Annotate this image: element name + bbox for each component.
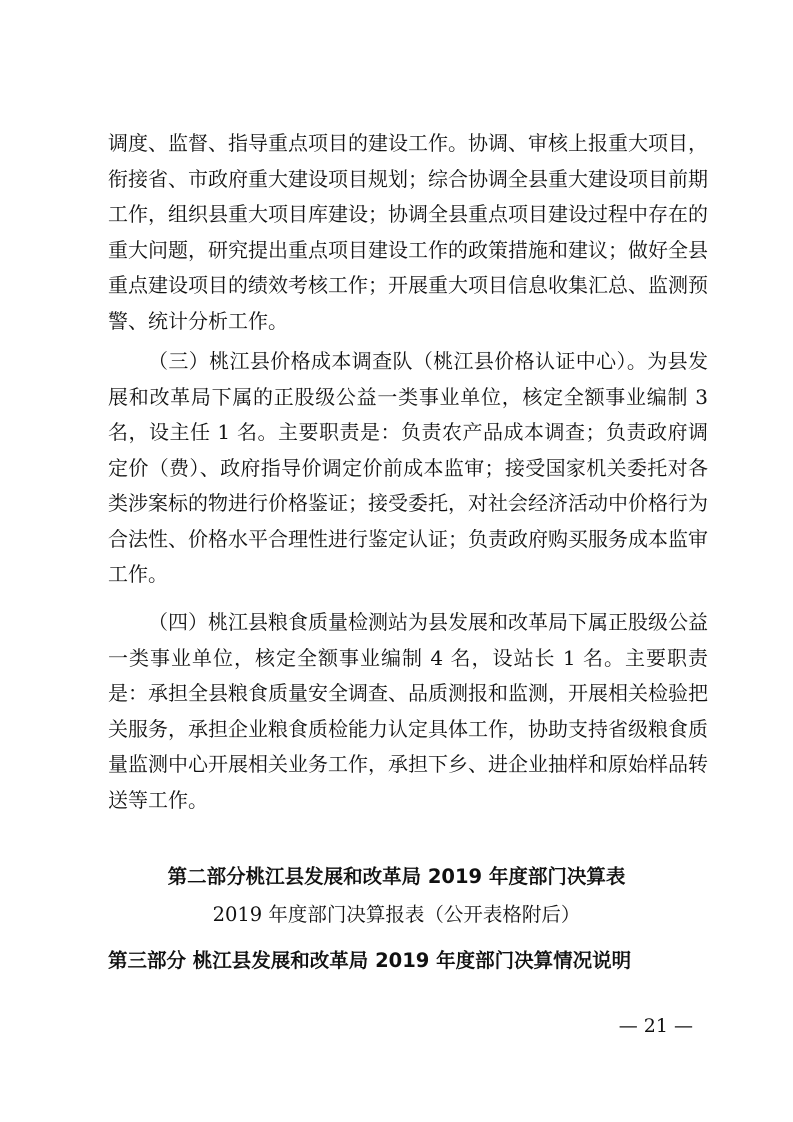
page-number: — 21 —: [618, 1015, 693, 1037]
body-text-block: [108, 126, 708, 339]
part-three-heading: 第三部分 桃江县发展和改革局 2019 年度部门决算情况说明: [108, 949, 632, 972]
body-text-block: [108, 344, 708, 593]
paragraph-price-cost-survey-team: （三）桃江县价格成本调查队（桃江县价格认证中心）。为县发展和改革局下属的正股级公益一类事业单位，核定全额事业编制 3 名，设主任 1 名。主要职责是：负责农产品成本调查；负责政府调定价（费）、政府指导价调定价前成本监审；接受国家机关委托对各类涉案标的物进行价格鉴证；接受委托，对社会经济活动中价格行为合法性、价格水平合理性进行鉴定认证；负责政府购买服务成本监审工作。: [108, 349, 708, 586]
part-two-subheading: 2019 年度部门决算报表（公开表格附后）: [212, 903, 581, 926]
continuation-paragraph: 调度、监督、指导重点项目的建设工作。协调、审核上报重大项目，衔接省、市政府重大建设项目规划；综合协调全县重大建设项目前期工作，组织县重大项目库建设；协调全县重点项目建设过程中存在的重大问题，研究提出重点项目建设工作的政策措施和建议；做好全县重点建设项目的绩效考核工作；开展重大项目信息收集汇总、监测预警、统计分析工作。: [108, 131, 708, 333]
paragraph-grain-quality-station: （四）桃江县粮食质量检测站为县发展和改革局下属正股级公益一类事业单位，核定全额事业编制 4 名，设站长 1 名。主要职责是：承担全县粮食质量安全调查、品质测报和监测，开展相关检验把关服务，承担企业粮食质检能力认定具体工作，协助支持省级粮食质量监测中心开展相关业务工作，承担下乡、进企业抽样和原始样品转送等工作。: [108, 610, 708, 812]
part-two-heading: 第二部分桃江县发展和改革局 2019 年度部门决算表: [167, 865, 626, 888]
body-text-block: [108, 605, 708, 818]
